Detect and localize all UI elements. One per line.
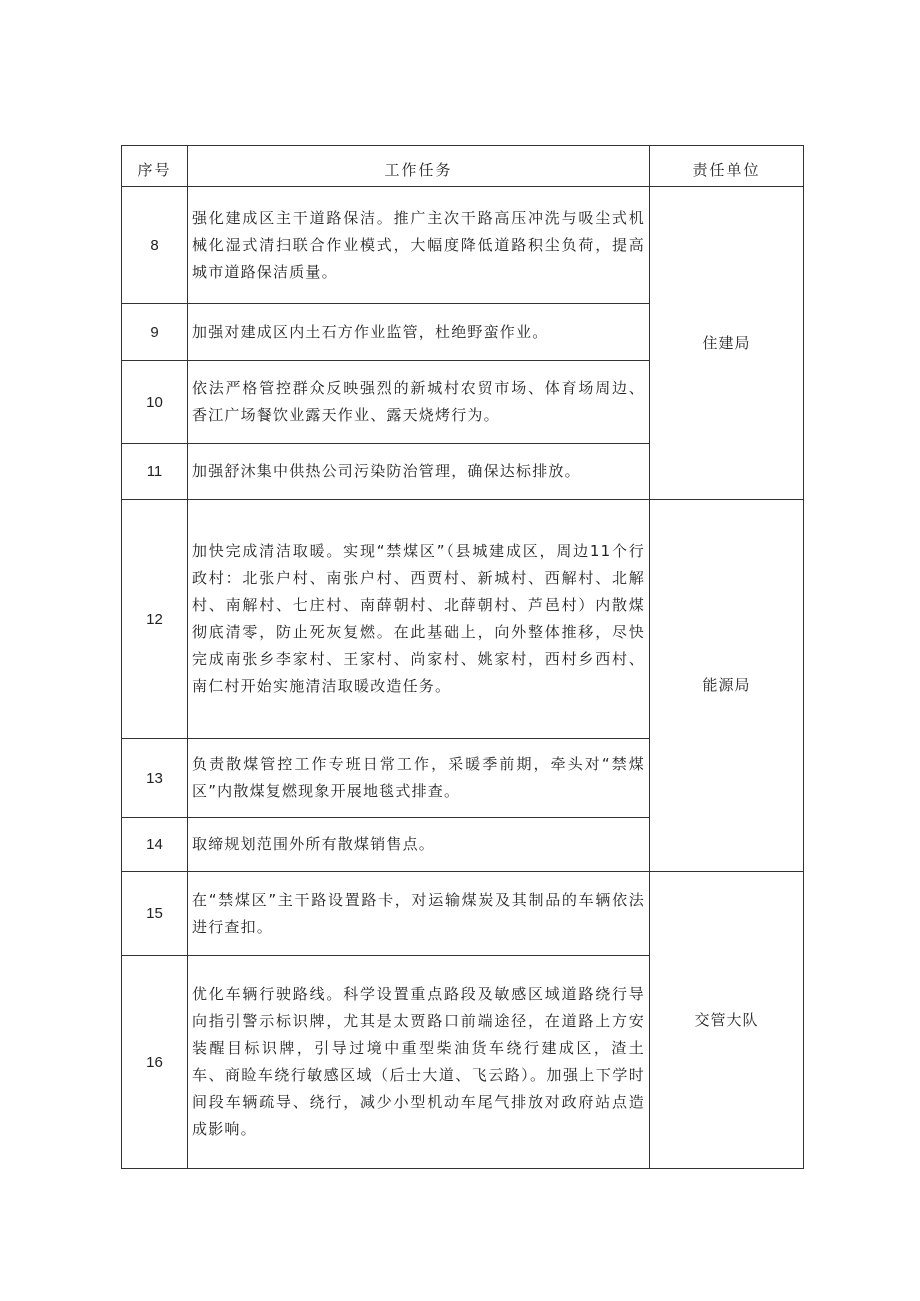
row-task: 优化车辆行驶路线。科学设置重点路段及敏感区域道路绕行导向指引警示标识牌，尤其是太贾路口前端途径，在道路上方安装醒目标识牌，引导过境中重型柴油货车绕行建成区，渣土车、商睑车绕行敏感区域（后士大道、飞云路）。加强上下学时间段车辆疏导、绕行，减少小型机动车尾气排放对政府站点造成影响。 [188, 956, 650, 1169]
row-seq: 9 [122, 304, 188, 361]
table-row [122, 500, 804, 739]
header-row [122, 146, 804, 187]
task-table [121, 145, 804, 1169]
row-seq: 15 [122, 872, 188, 956]
row-seq: 16 [122, 956, 188, 1169]
row-unit: 交管大队 [650, 872, 804, 1169]
row-task: 取缔规划范围外所有散煤销售点。 [188, 818, 650, 872]
row-seq: 12 [122, 500, 188, 739]
header-seq: 序号 [122, 146, 188, 187]
row-task: 在“禁煤区”主干路设置路卡，对运输煤炭及其制品的车辆依法进行查扣。 [188, 872, 650, 956]
row-seq: 11 [122, 444, 188, 500]
header-unit: 责任单位 [650, 146, 804, 187]
row-task: 加快完成清洁取暖。实现“禁煤区”（县城建成区，周边11个行政村：北张户村、南张户村、西贾村、新城村、西解村、北解村、南解村、七庄村、南薛朝村、北薛朝村、芦邑村）内散煤彻底清零，防止死灰复燃。在此基础上，向外整体推移，尽快完成南张乡李家村、王家村、尚家村、姚家村，西村乡西村、南仁村开始实施清洁取暖改造任务。 [188, 500, 650, 739]
row-seq: 8 [122, 187, 188, 304]
row-task: 负责散煤管控工作专班日常工作，采暖季前期，牵头对“禁煤区”内散煤复燃现象开展地毯式排查。 [188, 739, 650, 818]
row-seq: 13 [122, 739, 188, 818]
row-unit: 能源局 [650, 500, 804, 872]
row-task: 依法严格管控群众反映强烈的新城村农贸市场、体育场周边、香江广场餐饮业露天作业、露天烧烤行为。 [188, 361, 650, 444]
header-task: 工作任务 [188, 146, 650, 187]
row-seq: 14 [122, 818, 188, 872]
table-row [122, 872, 804, 956]
row-seq: 10 [122, 361, 188, 444]
row-task: 加强对建成区内土石方作业监管，杜绝野蛮作业。 [188, 304, 650, 361]
row-task: 加强舒沐集中供热公司污染防治管理，确保达标排放。 [188, 444, 650, 500]
row-unit: 住建局 [650, 187, 804, 500]
row-task: 强化建成区主干道路保洁。推广主次干路高压冲洗与吸尘式机械化湿式清扫联合作业模式，大幅度降低道路积尘负荷，提高城市道路保洁质量。 [188, 187, 650, 304]
table-row [122, 187, 804, 304]
